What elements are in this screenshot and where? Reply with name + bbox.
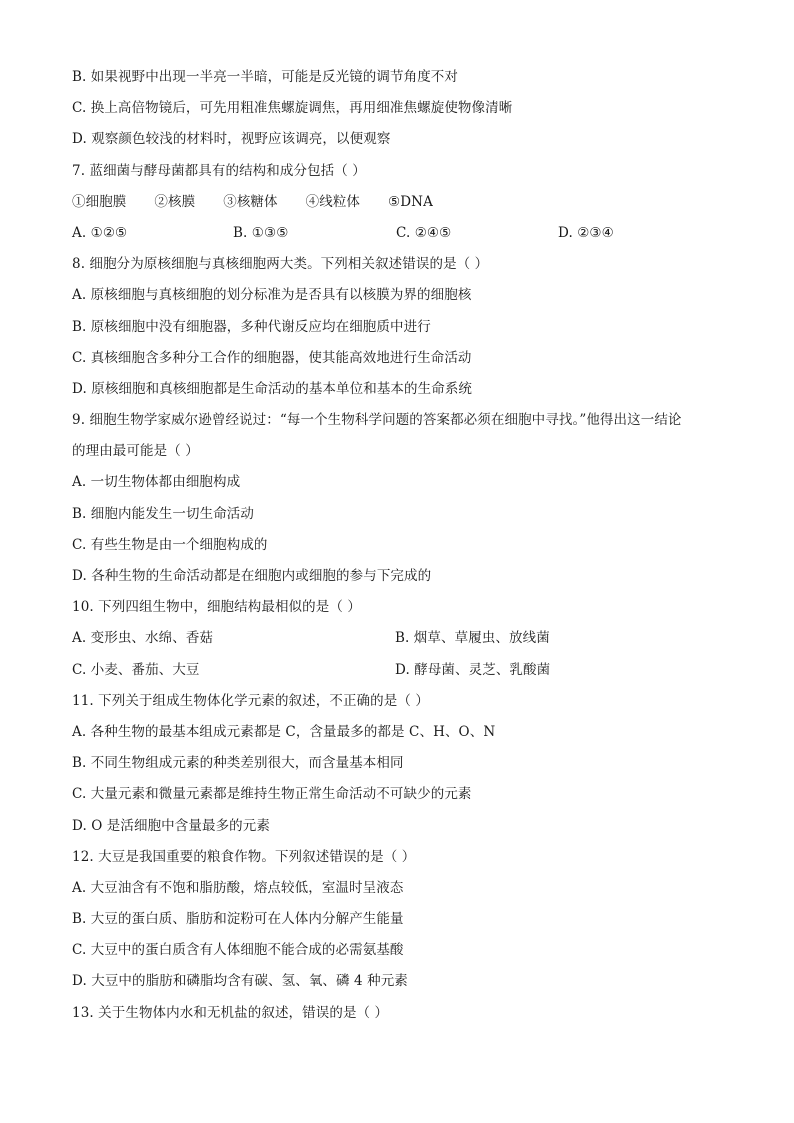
q7-stem: 7. 蓝细菌与酵母菌都具有的结构和成分包括（ ） [72, 162, 366, 179]
q12-option-b: B. 大豆的蛋白质、脂肪和淀粉可在人体内分解产生能量 [72, 911, 404, 928]
q11-stem: 11. 下列关于组成生物体化学元素的叙述，不正确的是（ ） [72, 692, 429, 709]
q7-items [72, 187, 732, 218]
q12-option-c: C. 大豆中的蛋白质含有人体细胞不能合成的必需氨基酸 [72, 942, 404, 959]
q7-option-b: B. ①③⑤ [233, 224, 289, 241]
q11-option-a: A. 各种生物的最基本组成元素都是 C，含量最多的都是 C、H、O、N [72, 723, 496, 740]
q7-item-2: ②核膜 [154, 193, 196, 210]
q7-options [72, 218, 732, 249]
q10-option-a: A. 变形虫、水绵、香菇 [72, 630, 214, 647]
q8-option-a: A. 原核细胞与真核细胞的划分标准为是否具有以核膜为界的细胞核 [72, 287, 472, 304]
q8-stem: 8. 细胞分为原核细胞与真核细胞两大类。下列相关叙述错误的是（ ） [72, 256, 489, 273]
q7-item-3: ③核糖体 [223, 193, 278, 210]
q6-option-b: B. 如果视野中出现一半亮一半暗，可能是反光镜的调节角度不对 [72, 69, 459, 85]
q7-option-c: C. ②④⑤ [396, 224, 452, 241]
q10-option-d: D. 酵母菌、灵芝、乳酸菌 [395, 661, 551, 678]
q7-item-1: ①细胞膜 [72, 193, 127, 210]
q7-item-5: ⑤DNA [388, 193, 433, 210]
q10-options-cd [72, 655, 732, 686]
q10-option-c: C. 小麦、番茄、大豆 [72, 661, 200, 678]
q8-option-d: D. 原核细胞和真核细胞都是生命活动的基本单位和基本的生命系统 [72, 380, 473, 397]
q13-stem: 13. 关于生物体内水和无机盐的叙述，错误的是（ ） [72, 1004, 389, 1021]
q9-stem-line1: 9. 细胞生物学家威尔逊曾经说过：“每一个生物科学问题的答案都必须在细胞中寻找。”他得出这一结论 [72, 412, 682, 429]
q9-stem-line2: 的理由最可能是（ ） [72, 443, 199, 460]
q9-option-c: C. 有些生物是由一个细胞构成的 [72, 536, 268, 553]
q8-option-b: B. 原核细胞中没有细胞器，多种代谢反应均在细胞质中进行 [72, 318, 431, 335]
q10-options-ab [72, 623, 732, 654]
q9-option-a: A. 一切生物体都由细胞构成 [72, 474, 241, 491]
q8-option-c: C. 真核细胞含多种分工合作的细胞器，使其能高效地进行生命活动 [72, 349, 472, 366]
q12-option-d: D. 大豆中的脂肪和磷脂均含有碳、氢、氧、磷 4 种元素 [72, 973, 408, 990]
q7-option-a: A. ①②⑤ [72, 224, 128, 241]
q11-option-c: C. 大量元素和微量元素都是维持生物正常生命活动不可缺少的元素 [72, 786, 472, 803]
q10-stem: 10. 下列四组生物中，细胞结构最相似的是（ ） [72, 599, 361, 616]
exam-page [72, 62, 732, 1029]
q7-option-d: D. ②③④ [558, 224, 614, 241]
q11-option-d: D. O 是活细胞中含量最多的元素 [72, 817, 270, 834]
q6-option-d: D. 观察颜色较浅的材料时，视野应该调亮，以便观察 [72, 131, 391, 148]
q7-item-4: ④线粒体 [305, 193, 361, 210]
q9-option-d: D. 各种生物的生命活动都是在细胞内或细胞的参与下完成的 [72, 568, 432, 584]
q12-option-a: A. 大豆油含有不饱和脂肪酸，熔点较低，室温时呈液态 [72, 879, 404, 896]
q9-option-b: B. 细胞内能发生一切生命活动 [72, 505, 255, 522]
q11-option-b: B. 不同生物组成元素的种类差别很大，而含量基本相同 [72, 755, 404, 772]
q10-option-b: B. 烟草、草履虫、放线菌 [395, 630, 550, 647]
q12-stem: 12. 大豆是我国重要的粮食作物。下列叙述错误的是（ ） [72, 848, 416, 865]
q6-option-c: C. 换上高倍物镜后，可先用粗准焦螺旋调焦，再用细准焦螺旋使物像清晰 [72, 100, 513, 117]
